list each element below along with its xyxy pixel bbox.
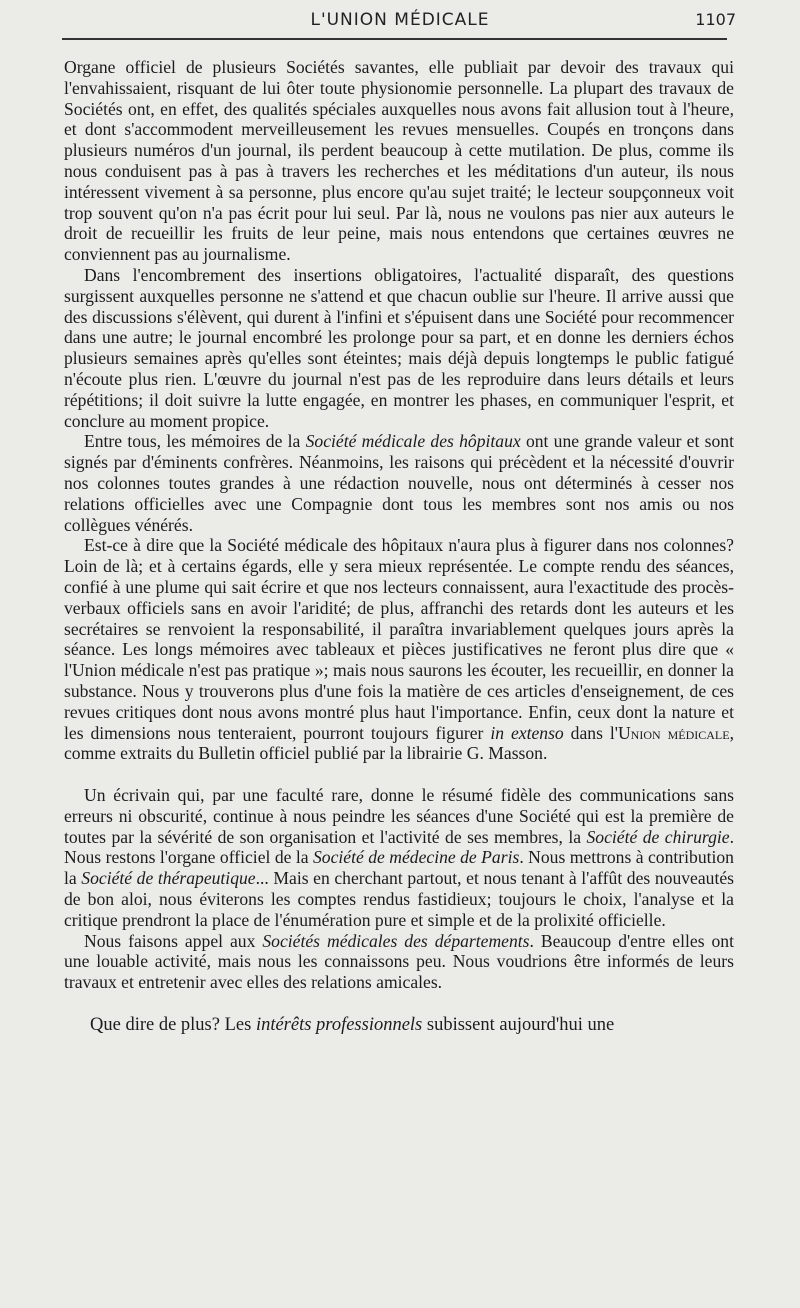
paragraph — [64, 57, 734, 265]
text-run: . Beaucoup d'entre elles ont une louable activité, mais nous les connaissons peu. Nous voudrions être informés de leurs travaux et entretenir avec elles des relations amicales. — [64, 930, 734, 993]
text-run: . Nous restons l'organe officiel de la — [64, 826, 735, 868]
paragraph — [64, 785, 734, 931]
paragraph — [64, 431, 734, 535]
text-run: Dans l'encombrement des insertions obligatoires, l'actualité disparaît, des questions surgissent auxquelles personne ne s'attend et que chacun oublie sur l'heure. Il arrive aussi que des discussions s'élèvent, qui durent à l'infini et s'épuisent dans une Société pour recommencer dans une autre; le journal encombré les prolonge pour sa part, et en donne les derniers échos plusieurs semaines après qu'elles sont éteintes; mais déjà depuis longtemps le public fatigué n'écoute plus rien. L'œuvre du journal n'est pas de les reproduire dans leurs détails et leurs répétitions; il doit suivre la lutte engagée, en montrer les phases, en communiquer l'esprit, et conclure au moment propice. — [64, 264, 734, 431]
italic-text: Société de thérapeutique — [81, 868, 256, 889]
body-text — [64, 57, 734, 1036]
text-run: ont une grande valeur et sont signés par d'éminents confrères. Néanmoins, les raisons qui précèdent et la nécessité d'ouvrir nos colonnes toutes grandes à une rédaction nouvelle, nous ont déterminés à cesser nos relations officielles avec une Compagnie dont tous les membres sont nos amis ou nos collègues vénérés. — [64, 431, 734, 535]
page-number: 1107 — [695, 10, 736, 29]
text-run: subissent aujourd'hui une — [422, 1015, 615, 1036]
italic-text: intérêts professionnels — [255, 1015, 423, 1036]
text-run: Est-ce à dire que la Société médicale des hôpitaux n'aura plus à figurer dans nos colonnes? Loin de là; et à certains égards, elle y sera mieux représentée. Le compte rendu des séances, confié à une plume qui sait écrire et que nos lecteurs connaissent, aura l'exactitude des procès-verbaux officiels sans en avoir l'aridité; de plus, affranchi des retards dont les auteurs et les secrétaires se renvoient la responsabilité, il paraîtra invariablement quelques jours après la séance. Les longs mémoires avec tableaux et pièces justificatives ne feront plus dire que « l'Union médicale n'est pas pratique »; mais nous saurons les écouter, les recueillir, en donner la substance. Nous y trouverons plus d'une fois la matière de ces articles d'enseignement, de ces revues critiques dont nous avons montré plus haut l'importance. Enfin, ceux dont la nature et les dimensions nous tenteraient, pourront toujours figurer — [64, 535, 734, 743]
text-run: . Nous mettrons à contribution la — [64, 847, 734, 889]
italic-text: Société de médecine de Paris — [313, 847, 520, 868]
paragraph — [64, 265, 734, 431]
paragraph — [64, 931, 734, 993]
text-run: Un écrivain qui, par une faculté rare, donne le résumé fidèle des communications sans erreurs ni obscurité, continue à nous peindre les séances d'une Société qui est la première de toutes par la sévérité de son organisation et l'activité de ses membres, la — [64, 785, 734, 847]
running-header — [62, 10, 738, 40]
text-run: ... Mais en cherchant partout, et nous tenant à l'affût des nouveautés de bon aloi, nous éviterons les comptes rendus fastidieux; toujours le choix, l'analyse et la critique prendront la place de l'énumération pure et simple et de la prolixité officielle. — [64, 868, 734, 930]
running-title: L'UNION MÉDICALE — [310, 10, 490, 30]
text-run: Entre tous, les mémoires de la — [84, 431, 306, 452]
paragraph — [64, 535, 734, 764]
paragraph — [64, 1015, 734, 1036]
italic-text: Sociétés médicales des départements — [262, 930, 530, 951]
text-run: , comme extraits du Bulletin officiel publié par la librairie G. Masson. — [64, 722, 734, 764]
italic-text: in extenso — [490, 722, 564, 743]
text-run: dans l' — [563, 722, 618, 743]
italic-text: Société de chirurgie — [586, 826, 730, 847]
text-run: Organe officiel de plusieurs Sociétés savantes, elle publiait par devoir des travaux qui l'envahissaient, risquant de lui ôter toute physionomie personnelle. La plupart des travaux de Sociétés ont, en effet, des qualités spéciales auxquelles nous avons fait allusion tout à l'heure, et dont s'accommodent merveilleusement les revues mensuelles. Coupés en tronçons dans plusieurs numéros d'un journal, ils perdent beaucoup à cette mutilation. De plus, comme ils nous conduisent pas à pas à travers les recherches et les méditations d'un auteur, ils nous intéressent vivement à sa personne, plus encore qu'au sujet traité; le lecteur soupçonneux voit trop souvent qu'on n'a pas écrit pour lui seul. Par là, nous ne voulons pas nier aux auteurs le droit de recueillir les fruits de leur peine, mais nous entendons que certaines œuvres ne conviennent pas au journalisme. — [64, 57, 734, 265]
text-run: Nous faisons appel aux — [84, 930, 263, 951]
text-run: Que dire de plus? Les — [90, 1015, 256, 1036]
small-caps-text: Union médicale — [617, 722, 730, 743]
header-rule — [62, 38, 727, 40]
italic-text: Société médicale des hôpitaux — [305, 431, 521, 452]
